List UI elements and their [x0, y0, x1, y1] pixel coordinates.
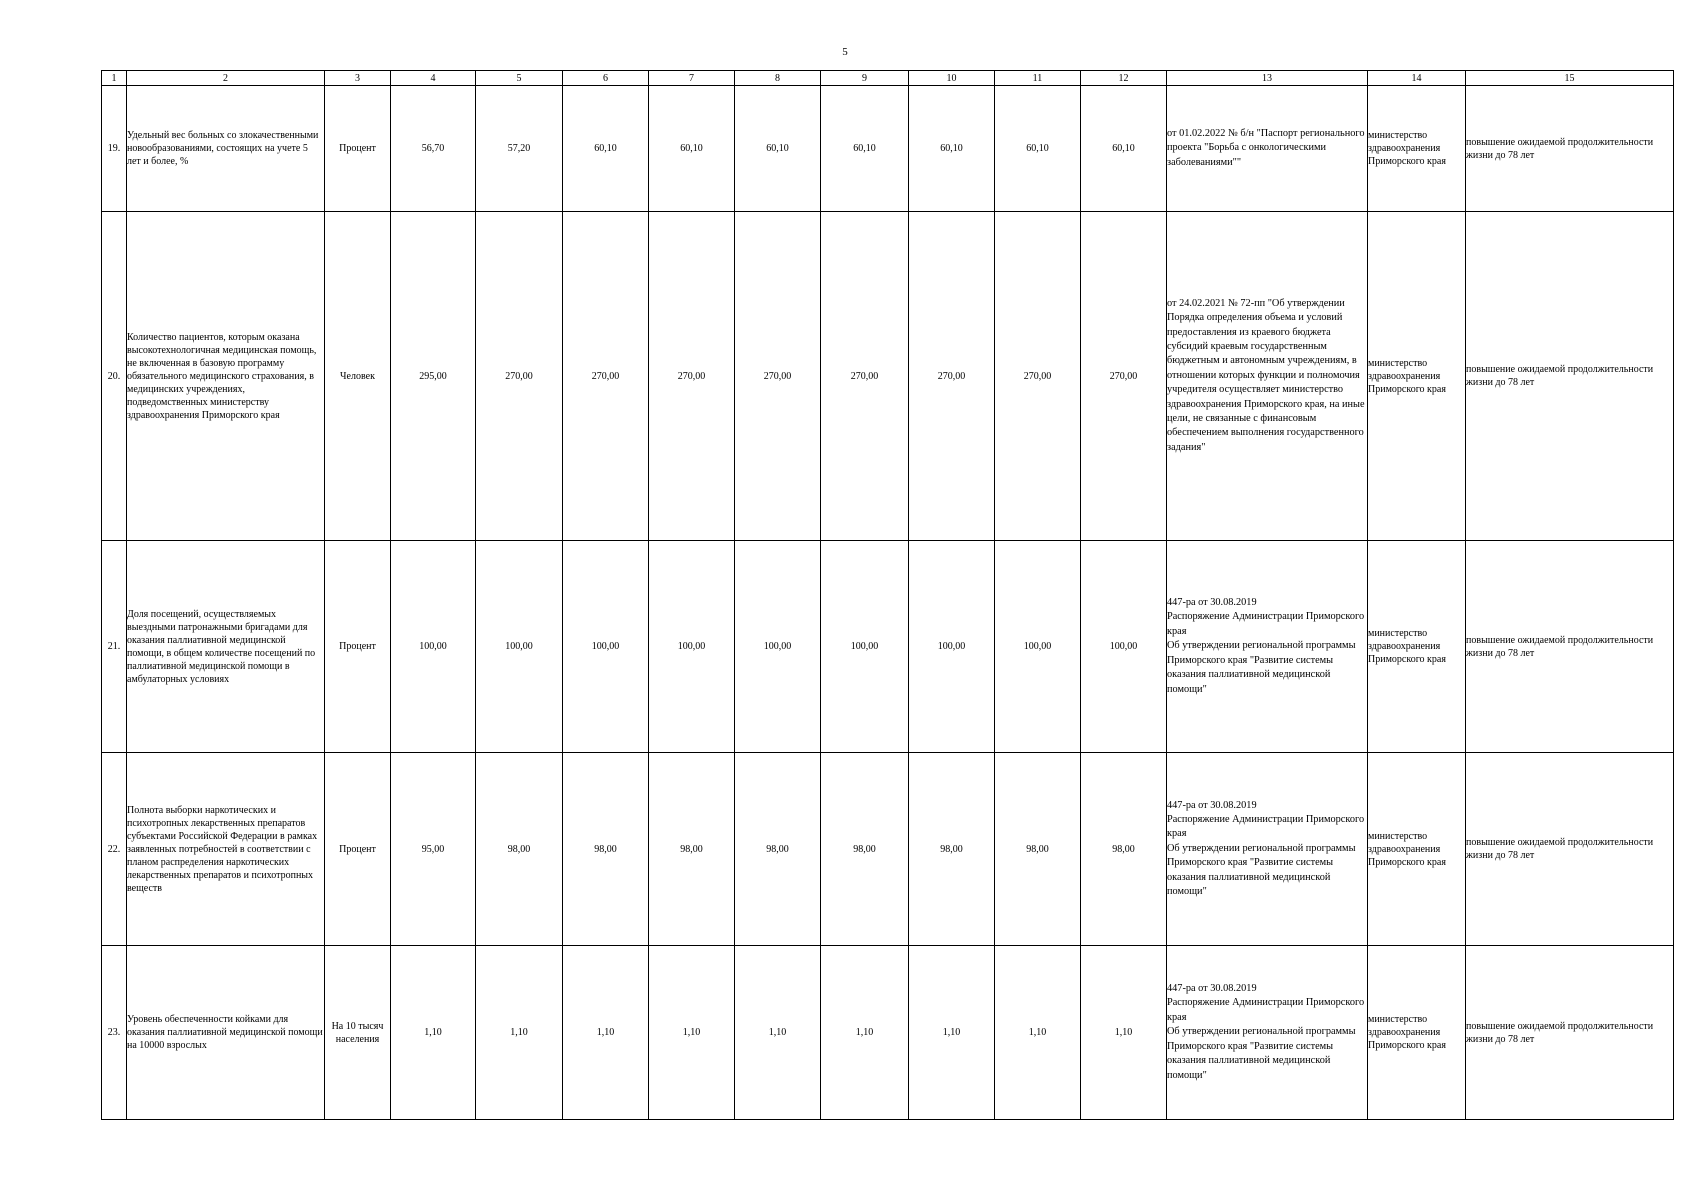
row-number: 22. — [102, 753, 127, 946]
column-header: 15 — [1466, 71, 1674, 86]
indicator-value: 98,00 — [649, 753, 735, 946]
column-header: 13 — [1167, 71, 1368, 86]
column-header: 1 — [102, 71, 127, 86]
indicator-value: 295,00 — [391, 212, 476, 541]
indicator-value: 60,10 — [649, 86, 735, 212]
column-header: 14 — [1368, 71, 1466, 86]
row-number: 20. — [102, 212, 127, 541]
indicator-value: 270,00 — [649, 212, 735, 541]
indicator-value: 60,10 — [1081, 86, 1167, 212]
responsible-body: министерство здравоохранения Приморского края — [1368, 541, 1466, 753]
source-document-text: 447-ра от 30.08.2019 Распоряжение Администрации Приморского края Об утверждении региональной программы Приморского края "Развитие системы оказания паллиативной медицинской помощи" — [1167, 597, 1365, 695]
indicator-value: 270,00 — [735, 212, 821, 541]
indicator-value: 60,10 — [563, 86, 649, 212]
indicator-value: 1,10 — [563, 946, 649, 1120]
indicator-value: 270,00 — [909, 212, 995, 541]
indicator-value: 100,00 — [735, 541, 821, 753]
column-number-row — [102, 71, 1674, 86]
indicator-value: 100,00 — [476, 541, 563, 753]
column-header: 4 — [391, 71, 476, 86]
table-row — [102, 946, 1674, 1120]
row-number: 23. — [102, 946, 127, 1120]
expected-result: повышение ожидаемой продолжительности жизни до 78 лет — [1466, 86, 1674, 212]
row-number: 21. — [102, 541, 127, 753]
indicator-value: 100,00 — [1081, 541, 1167, 753]
indicator-value: 270,00 — [476, 212, 563, 541]
indicator-value: 270,00 — [1081, 212, 1167, 541]
indicator-value: 1,10 — [735, 946, 821, 1120]
indicator-value: 100,00 — [649, 541, 735, 753]
indicator-value: 1,10 — [821, 946, 909, 1120]
indicator-value: 1,10 — [391, 946, 476, 1120]
table-row — [102, 753, 1674, 946]
indicator-value: 98,00 — [1081, 753, 1167, 946]
unit-of-measure: Процент — [325, 753, 391, 946]
column-header: 10 — [909, 71, 995, 86]
indicator-name: Уровень обеспеченности койками для оказания паллиативной медицинской помощи на 10000 взрослых — [127, 946, 325, 1120]
indicator-value: 60,10 — [821, 86, 909, 212]
indicator-value: 98,00 — [995, 753, 1081, 946]
indicator-value: 1,10 — [649, 946, 735, 1120]
unit-of-measure: Процент — [325, 541, 391, 753]
responsible-body: министерство здравоохранения Приморского края — [1368, 946, 1466, 1120]
indicator-value: 98,00 — [735, 753, 821, 946]
indicator-value: 60,10 — [735, 86, 821, 212]
indicator-value: 100,00 — [909, 541, 995, 753]
responsible-body: министерство здравоохранения Приморского края — [1368, 212, 1466, 541]
expected-result: повышение ожидаемой продолжительности жизни до 78 лет — [1466, 753, 1674, 946]
unit-of-measure: На 10 тысяч населения — [325, 946, 391, 1120]
column-header: 2 — [127, 71, 325, 86]
indicator-value: 98,00 — [821, 753, 909, 946]
expected-result: повышение ожидаемой продолжительности жизни до 78 лет — [1466, 946, 1674, 1120]
source-document — [1167, 753, 1368, 946]
column-header: 9 — [821, 71, 909, 86]
indicator-value: 100,00 — [563, 541, 649, 753]
indicator-value: 1,10 — [476, 946, 563, 1120]
source-document-text: 447-ра от 30.08.2019 Распоряжение Администрации Приморского края Об утверждении региональной программы Приморского края "Развитие системы оказания паллиативной медицинской помощи" — [1167, 983, 1365, 1081]
indicator-name: Количество пациентов, которым оказана высокотехнологичная медицинская помощь, не включенная в базовую программу обязательного медицинского страхования, в медицинских учреждениях, подведомственных министерству здравоохранения Приморского края — [127, 212, 325, 541]
source-document — [1167, 946, 1368, 1120]
column-header: 12 — [1081, 71, 1167, 86]
column-header: 5 — [476, 71, 563, 86]
indicator-value: 98,00 — [563, 753, 649, 946]
unit-of-measure: Человек — [325, 212, 391, 541]
column-header: 11 — [995, 71, 1081, 86]
column-header: 6 — [563, 71, 649, 86]
indicator-value: 98,00 — [909, 753, 995, 946]
expected-result: повышение ожидаемой продолжительности жизни до 78 лет — [1466, 541, 1674, 753]
responsible-body: министерство здравоохранения Приморского края — [1368, 86, 1466, 212]
indicator-value: 95,00 — [391, 753, 476, 946]
indicator-value: 57,20 — [476, 86, 563, 212]
indicator-name: Доля посещений, осуществляемых выездными патронажными бригадами для оказания паллиативной медицинской помощи, в общем количестве посещений по паллиативной медицинской помощи в амбулаторных условиях — [127, 541, 325, 753]
indicator-value: 56,70 — [391, 86, 476, 212]
indicator-name: Полнота выборки наркотических и психотропных лекарственных препаратов субъектами Российской Федерации в рамках заявленных потребностей в соответствии с планом распределения наркотических лекарственных препаратов и психотропных веществ — [127, 753, 325, 946]
expected-result: повышение ожидаемой продолжительности жизни до 78 лет — [1466, 212, 1674, 541]
indicator-value: 270,00 — [563, 212, 649, 541]
table-row — [102, 541, 1674, 753]
source-document: от 24.02.2021 № 72-пп "Об утверждении Порядка определения объема и условий предоставления из краевого бюджета субсидий краевым государственным бюджетным и автономным учреждениям, в отношении которых функции и полномочия учредителя осуществляет министерство здравоохранения Приморского края, на иные цели, не связанные с финансовым обеспечением выполнения государственного задания" — [1167, 212, 1368, 541]
row-number: 19. — [102, 86, 127, 212]
indicator-value: 270,00 — [821, 212, 909, 541]
indicator-value: 60,10 — [909, 86, 995, 212]
indicator-value: 270,00 — [995, 212, 1081, 541]
indicator-value: 60,10 — [995, 86, 1081, 212]
column-header: 8 — [735, 71, 821, 86]
unit-of-measure: Процент — [325, 86, 391, 212]
source-document: от 01.02.2022 № б/н "Паспорт регионального проекта "Борьба с онкологическими заболеваниями"" — [1167, 86, 1368, 212]
indicator-value: 1,10 — [909, 946, 995, 1120]
source-document-text: 447-ра от 30.08.2019 Распоряжение Администрации Приморского края Об утверждении региональной программы Приморского края "Развитие системы оказания паллиативной медицинской помощи" — [1167, 799, 1365, 898]
responsible-body: министерство здравоохранения Приморского края — [1368, 753, 1466, 946]
table-row — [102, 86, 1674, 212]
indicator-value: 100,00 — [391, 541, 476, 753]
indicator-value: 1,10 — [1081, 946, 1167, 1120]
page-number: 5 — [842, 46, 848, 58]
indicator-value: 98,00 — [476, 753, 563, 946]
indicator-value: 100,00 — [995, 541, 1081, 753]
indicators-table — [101, 70, 1674, 1120]
indicator-value: 100,00 — [821, 541, 909, 753]
indicator-name: Удельный вес больных со злокачественными новообразованиями, состоящих на учете 5 лет и более, % — [127, 86, 325, 212]
column-header: 3 — [325, 71, 391, 86]
source-document — [1167, 541, 1368, 753]
table-row — [102, 212, 1674, 541]
column-header: 7 — [649, 71, 735, 86]
indicator-value: 1,10 — [995, 946, 1081, 1120]
